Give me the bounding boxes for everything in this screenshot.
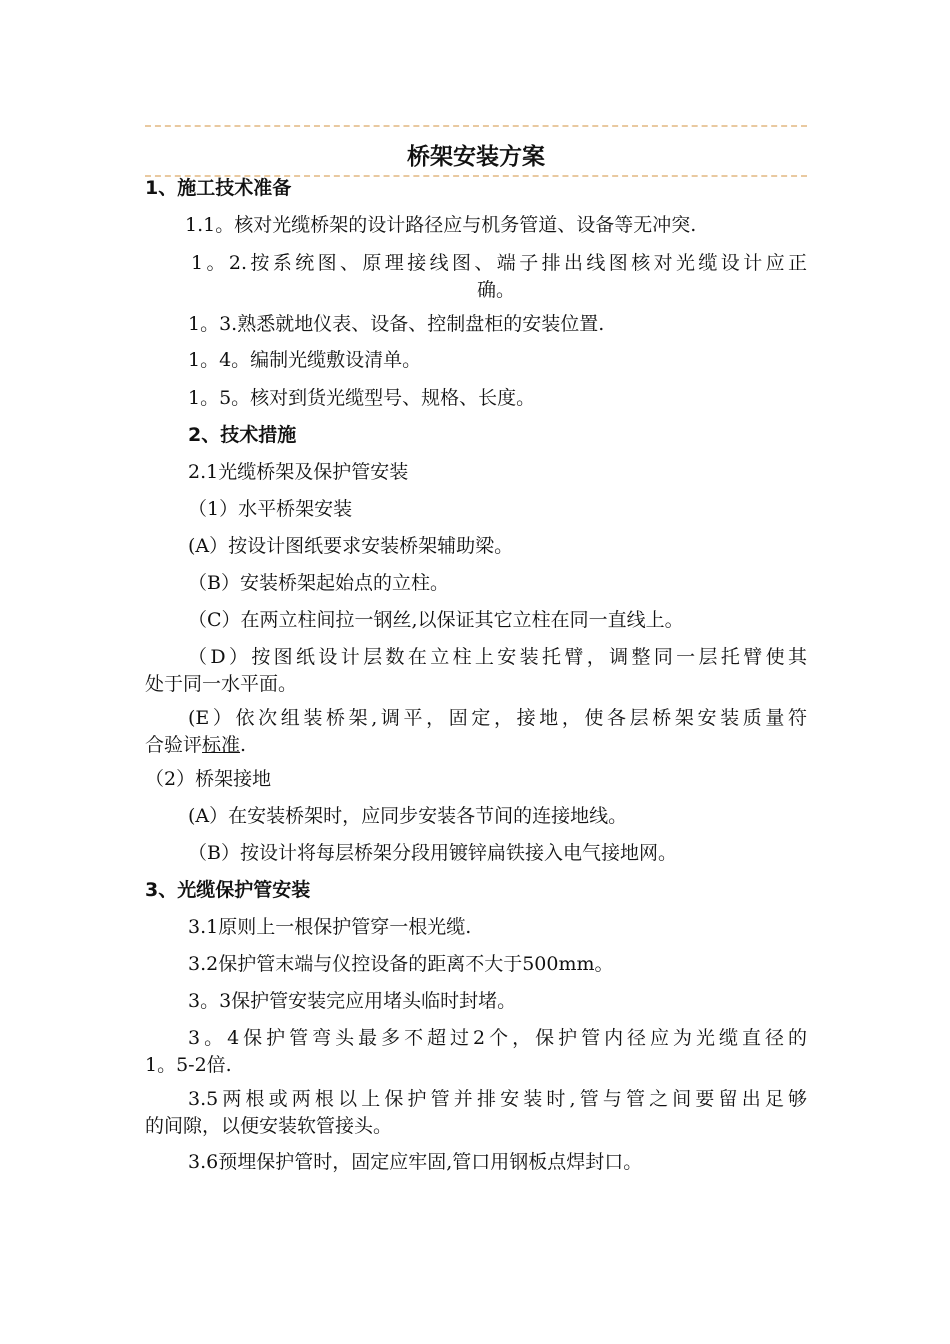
section-1-heading: 1、施工技术准备 — [145, 177, 292, 199]
paragraph-3-5 — [145, 1086, 807, 1140]
section-3-heading: 3、光缆保护管安装 — [145, 879, 311, 901]
item-1-e-text: 合验评 — [145, 734, 203, 756]
item-1-e-line-2 — [145, 732, 807, 759]
paragraph-3-4-line-1: 3。4保护管弯头最多不超过2个，保护管内径应为光缆直径的 — [188, 1027, 807, 1049]
item-1-c: （C）在两立柱间拉一钢丝,以保证其它立柱在同一直线上。 — [188, 609, 684, 631]
item-1-d-line-1: （D）按图纸设计层数在立柱上安装托臂，调整同一层托臂使其 — [188, 646, 807, 668]
paragraph-3-5-line-1: 3.5两根或两根以上保护管并排安装时,管与管之间要留出足够 — [188, 1088, 807, 1110]
paragraph-3-4-line-2: 1。5-2倍. — [145, 1054, 232, 1076]
item-2-heading: （2）桥架接地 — [145, 768, 272, 790]
paragraph-3-4 — [145, 1025, 807, 1079]
item-2-b: （B）按设计将每层桥架分段用镀锌扁铁接入电气接地网。 — [188, 842, 677, 864]
paragraph-1-2-line-1: 1。2.按系统图、原理接线图、端子排出线图核对光缆设计应正 — [191, 252, 807, 274]
item-1-heading: （1）水平桥架安装 — [188, 498, 353, 520]
paragraph-3-2: 3.2保护管末端与仪控设备的距离不大于500mm。 — [188, 953, 614, 975]
paragraph-3-5-line-2: 的间隙，以便安装软管接头。 — [145, 1115, 393, 1137]
paragraph-1-3: 1。3.熟悉就地仪表、设备、控制盘柜的安装位置. — [188, 313, 605, 335]
item-2-a: (A）在安装桥架时，应同步安装各节间的连接地线。 — [188, 805, 628, 827]
paragraph-1-1: 1.1。核对光缆桥架的设计路径应与机务管道、设备等无冲突. — [185, 214, 697, 236]
item-1-d-line-2: 处于同一水平面。 — [145, 673, 298, 695]
paragraph-1-5: 1。5。核对到货光缆型号、规格、长度。 — [188, 387, 536, 409]
subsection-2-1: 2.1光缆桥架及保护管安装 — [188, 461, 409, 483]
item-1-e-line-1: (E）依次组装桥架,调平，固定，接地，使各层桥架安装质量符 — [188, 707, 807, 729]
paragraph-1-2 — [145, 250, 807, 304]
paragraph-3-3: 3。3保护管安装完应用堵头临时封堵。 — [188, 990, 517, 1012]
section-2-heading: 2、技术措施 — [188, 424, 297, 446]
page-title: 桥架安装方案 — [407, 144, 545, 170]
item-1-a: (A）按设计图纸要求安装桥架辅助梁。 — [188, 535, 514, 557]
paragraph-3-6: 3.6预埋保护管时，固定应牢固,管口用钢板点焊封口。 — [188, 1151, 643, 1173]
standard-underlined-text: 标准 — [202, 734, 241, 756]
paragraph-1-4: 1。4。编制光缆敷设清单。 — [188, 349, 422, 371]
item-1-d — [145, 644, 807, 698]
item-1-e-period: . — [240, 734, 247, 756]
top-divider — [145, 125, 807, 127]
item-1-e — [145, 705, 807, 759]
item-1-b: （B）安装桥架起始点的立柱。 — [188, 572, 449, 594]
paragraph-1-2-line-2: 确。 — [476, 279, 515, 301]
paragraph-3-1: 3.1原则上一根保护管穿一根光缆. — [188, 916, 472, 938]
